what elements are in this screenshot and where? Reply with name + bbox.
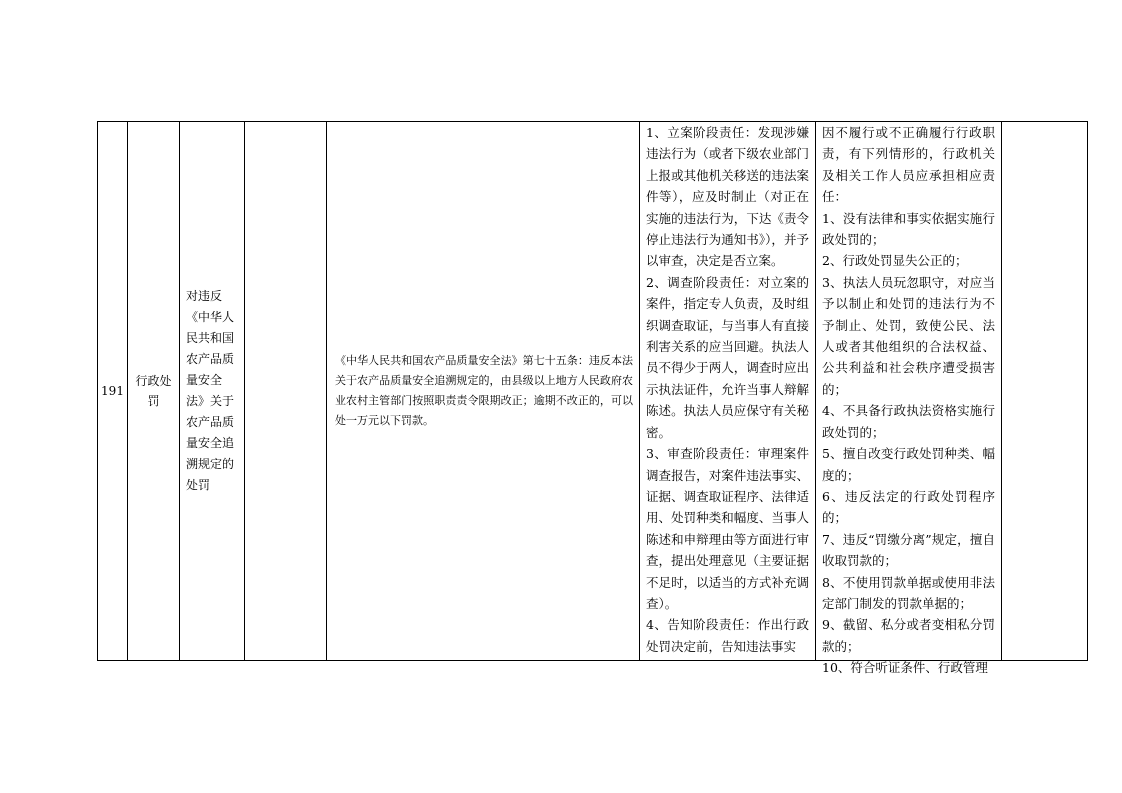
legal-basis: 《中华人民共和国农产品质量安全法》第七十五条：违反本法关于农产品质量安全追溯规定的，由县级以上地方人民政府农业农村主管部门按照职责责令限期改正；逾期不改正的，可以处一万元以下罚款。 [327, 122, 640, 661]
accountability-item: 10、符合听证条件、行政管理 [822, 660, 988, 676]
duty-item: 2、调查阶段责任：对立案的案件，指定专人负责，及时组织调查取证，与当事人有直接利害关系的应当回避。执法人员不得少于两人，调查时应出示执法证件，允许当事人辩解陈述。执法人员应保守有关秘密。 [646, 274, 809, 440]
accountability-cell [816, 122, 1002, 676]
accountability-item: 6、违反法定的行政处罚程序的； [822, 488, 995, 526]
duty-list [646, 122, 809, 660]
duty-item: 1、立案阶段责任：发现涉嫌违法行为（或者下级农业部门上报或其他机关移送的违法案件等），应及时制止（对正在实施的违法行为，下达《责令停止违法行为通知书》），并予以审查，决定是否立案。 [646, 125, 809, 269]
table-row [98, 122, 1088, 661]
accountability-item: 5、擅自改变行政处罚种类、幅度的； [822, 446, 995, 483]
accountability-list [822, 122, 995, 676]
accountability-item: 7、违反“罚缴分离”规定，擅自收取罚款的； [822, 531, 995, 569]
accountability-item: 9、截留、私分或者变相私分罚款的； [822, 617, 995, 654]
duty-item: 3、审查阶段责任：审理案件调查报告，对案件违法事实、证据、调查取证程序、法律适用、处罚种类和幅度、当事人陈述和申辩理由等方面进行审查，提出处理意见（主要证据不足时，以适当的方式补充调查）。 [646, 446, 809, 611]
row-number: 191 [98, 122, 128, 661]
duty-item: 4、告知阶段责任：作出行政处罚决定前，告知违法事实 [646, 617, 809, 654]
remarks-cell [1002, 122, 1088, 661]
accountability-item: 8、不使用罚款单据或使用非法定部门制发的罚款单据的； [822, 574, 995, 611]
accountability-item: 4、不具备行政执法资格实施行政处罚的； [822, 403, 995, 440]
power-category: 行政处罚 [128, 122, 180, 661]
accountability-item: 2、行政处罚显失公正的； [822, 253, 968, 269]
duty-cell [640, 122, 816, 661]
sub-item-cell [245, 122, 327, 661]
accountability-item: 因不履行或不正确履行行政职责，有下列情形的，行政机关及相关工作人员应承担相应责任： [822, 125, 995, 205]
item-name: 对违反《中华人民共和国农产品质量安全法》关于农产品质量安全追溯规定的处罚 [180, 122, 245, 661]
responsibility-table [97, 121, 1088, 676]
accountability-item: 1、没有法律和事实依据实施行政处罚的； [822, 210, 995, 248]
accountability-item: 3、执法人员玩忽职守，对应当予以制止和处罚的违法行为不予制止、处罚，致使公民、法人或者其他组织的合法权益、公共利益和社会秩序遭受损害的； [822, 274, 995, 397]
